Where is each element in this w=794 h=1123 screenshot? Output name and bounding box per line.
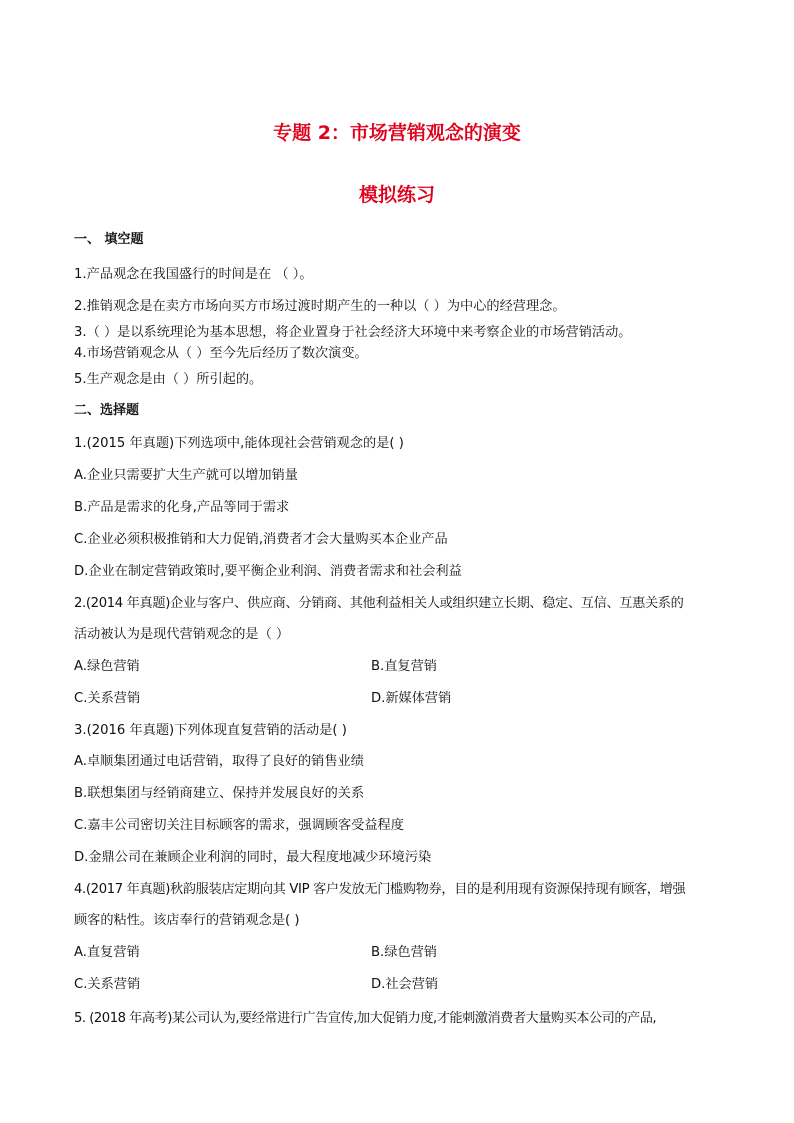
page-subtitle: 模拟练习: [358, 184, 435, 206]
question-4-stem-line1: 4.(2017 年真题)秋韵服装店定期向其 VIP 客户发放无门槛购物券，目的是利用现有资源保持现有顾客，增强: [74, 882, 686, 897]
fill-blank-item-3: 3.（ ）是以系统理论为基本思想，将企业置身于社会经济大环境中来考察企业的市场营销活动。: [74, 325, 632, 340]
question-4-option-c: C.关系营销: [74, 977, 141, 992]
question-1-option-a: A.企业只需要扩大生产就可以增加销量: [74, 468, 298, 483]
question-3-option-a: A.卓顺集团通过电话营销，取得了良好的销售业绩: [74, 754, 364, 769]
question-4-option-a: A.直复营销: [74, 945, 140, 960]
question-1-option-c: C.企业必须积极推销和大力促销,消费者才会大量购买本企业产品: [74, 532, 448, 547]
question-1-stem: 1.(2015 年真题)下列选项中,能体现社会营销观念的是( ): [74, 436, 404, 451]
question-3-option-c: C.嘉丰公司密切关注目标顾客的需求，强调顾客受益程度: [74, 818, 404, 833]
question-3-option-b: B.联想集团与经销商建立、保持并发展良好的关系: [74, 786, 365, 801]
fill-blank-item-4: 4.市场营销观念从（ ）至今先后经历了数次演变。: [74, 346, 368, 361]
question-4-stem-line2: 顾客的粘性。该店奉行的营销观念是( ): [74, 913, 300, 928]
question-3-option-d: D.金鼎公司在兼顾企业利润的同时，最大程度地减少环境污染: [74, 850, 432, 865]
question-2-option-a: A.绿色营销: [74, 659, 140, 674]
question-4-option-d: D.社会营销: [371, 977, 439, 992]
question-1-option-d: D.企业在制定营销政策时,要平衡企业利润、消费者需求和社会利益: [74, 564, 462, 579]
question-2-stem-line1: 2.(2014 年真题)企业与客户、供应商、分销商、其他利益相关人或组织建立长期、稳定、互信、互惠关系的: [74, 596, 684, 611]
section-heading-choice: 二、选择题: [74, 403, 140, 418]
question-3-stem: 3.(2016 年真题)下列体现直复营销的活动是( ): [74, 723, 347, 738]
section-heading-fill-blank: 一、 填空题: [74, 232, 144, 247]
page-title: 专题 2：市场营销观念的演变: [273, 122, 521, 144]
question-1-option-b: B.产品是需求的化身,产品等同于需求: [74, 500, 290, 515]
question-4-option-b: B.绿色营销: [371, 945, 437, 960]
fill-blank-item-1: 1.产品观念在我国盛行的时间是在 （ ）。: [74, 267, 313, 282]
question-2-option-c: C.关系营销: [74, 691, 141, 706]
fill-blank-item-5: 5.生产观念是由（ ）所引起的。: [74, 372, 263, 387]
question-5-stem: 5. (2018 年高考)某公司认为,要经常进行广告宣传,加大促销力度,才能刺激消费者大量购买本公司的产品,: [74, 1011, 657, 1026]
fill-blank-item-2: 2.推销观念是在卖方市场向买方市场过渡时期产生的一种以（ ）为中心的经营理念。: [74, 299, 566, 314]
question-2-option-b: B.直复营销: [371, 659, 437, 674]
question-2-stem-line2: 活动被认为是现代营销观念的是（ ）: [74, 627, 290, 642]
question-2-option-d: D.新媒体营销: [371, 691, 452, 706]
